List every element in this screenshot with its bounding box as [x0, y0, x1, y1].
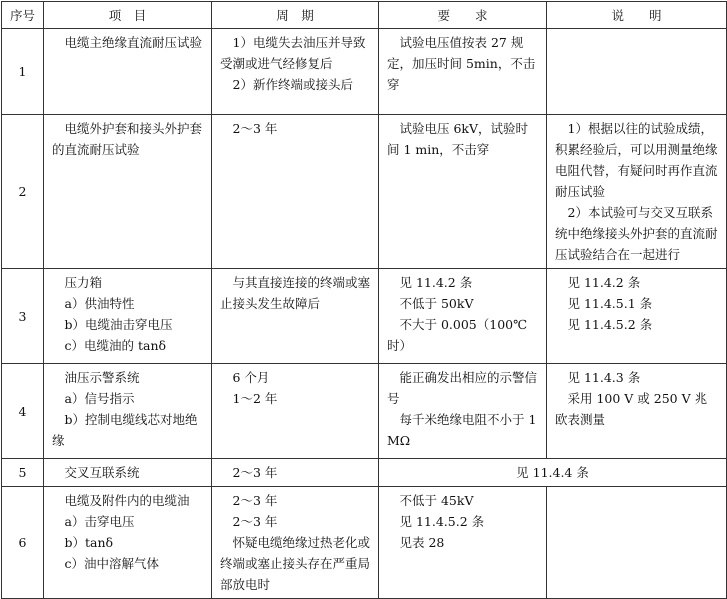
period-text: 2～3 年: [232, 465, 278, 480]
period-cell: [212, 115, 379, 269]
note-text: 见 11.4.5.2 条: [567, 317, 653, 332]
note-cell: [547, 487, 727, 599]
header-item: 项 目: [44, 2, 212, 29]
item-text: 交叉互联系统: [64, 465, 140, 480]
requirement-text: 能正确发出相应的示警信号: [387, 370, 538, 406]
note-text: 2）本试验可与交叉互联系统中绝缘接头外护套的直流耐压试验结合在一起进行: [555, 205, 718, 262]
item-text: 压力箱: [64, 275, 103, 290]
requirement-cell: [379, 269, 547, 364]
item-cell: [44, 487, 212, 599]
item-cell: [44, 364, 212, 459]
item-cell: [44, 29, 212, 115]
period-text: 2～3 年: [232, 121, 278, 136]
requirement-text: 不低于 50kV: [399, 296, 474, 311]
item-cell: [44, 269, 212, 364]
period-cell: [212, 29, 379, 115]
note-cell: [547, 364, 727, 459]
requirement-text: 不大于 0.005（100℃时）: [387, 317, 528, 353]
requirement-cell: [379, 364, 547, 459]
item-text: c）电缆油的 tanδ: [64, 338, 167, 353]
row-number: 3: [2, 269, 44, 364]
requirement-text: 每千米绝缘电阻不小于 1 MΩ: [387, 412, 537, 448]
header-period: 周 期: [212, 2, 379, 29]
table-row: [2, 459, 727, 487]
item-text: b）控制电缆线芯对地绝缘: [52, 412, 198, 448]
note-cell: [547, 29, 727, 115]
item-text: 电缆主绝缘直流耐压试验: [64, 35, 203, 50]
requirement-text: 见表 28: [399, 535, 445, 550]
period-cell: [212, 364, 379, 459]
header-no: 序号: [2, 2, 44, 29]
requirement-text: 见 11.4.5.2 条: [399, 514, 485, 529]
period-text: 2～3 年: [232, 514, 278, 529]
period-text: 1）电缆失去油压并导致受潮或进气经修复后: [220, 35, 366, 71]
item-cell: [44, 115, 212, 269]
note-text: 采用 100 V 或 250 V 兆欧表测量: [555, 391, 708, 427]
period-cell: [212, 459, 379, 487]
requirement-cell: [379, 487, 547, 599]
item-cell: [44, 459, 212, 487]
item-text: a）击穿电压: [64, 514, 135, 529]
period-text: 怀疑电缆绝缘过热老化或终端或塞止接头存在严重局部放电时: [220, 535, 371, 592]
note-text: 见 11.4.3 条: [567, 370, 641, 385]
note-cell: [547, 269, 727, 364]
note-text: 1）根据以往的试验成绩，积累经验后，可以用测量绝缘电阻代替，有疑问时再作直流耐压试验: [555, 121, 718, 199]
header-row: [2, 2, 727, 29]
item-text: 电缆及附件内的电缆油: [64, 493, 190, 508]
item-text: 电缆外护套和接头外护套的直流耐压试验: [52, 121, 203, 157]
requirement-text: 试验电压 6kV，试验时间 1 min，不击穿: [387, 121, 529, 157]
item-text: a）信号指示: [64, 391, 135, 406]
period-text: 1～2 年: [232, 391, 278, 406]
item-text: b）电缆油击穿电压: [64, 317, 173, 332]
maintenance-test-table: [1, 1, 727, 599]
requirement-text: 不低于 45kV: [399, 493, 474, 508]
row-number: 5: [2, 459, 44, 487]
period-text: 2）新作终端或接头后: [232, 77, 353, 92]
requirement-cell: [379, 115, 547, 269]
note-text: 见 11.4.5.1 条: [567, 296, 653, 311]
header-note: 说 明: [547, 2, 727, 29]
header-requirement: 要 求: [379, 2, 547, 29]
period-cell: [212, 487, 379, 599]
merged-requirement-note-cell: 见 11.4.4 条: [379, 459, 727, 487]
row-number: 6: [2, 487, 44, 599]
item-text: c）油中溶解气体: [64, 556, 160, 571]
table-row: [2, 269, 727, 364]
note-text: 见 11.4.2 条: [567, 275, 641, 290]
requirement-cell: [379, 29, 547, 115]
item-text: 油压示警系统: [64, 370, 140, 385]
item-text: b）tanδ: [64, 535, 114, 550]
period-cell: [212, 269, 379, 364]
table-row: [2, 29, 727, 115]
row-number: 1: [2, 29, 44, 115]
period-text: 6 个月: [232, 370, 270, 385]
table-row: [2, 115, 727, 269]
requirement-text: 见 11.4.2 条: [399, 275, 473, 290]
note-cell: [547, 115, 727, 269]
period-text: 2～3 年: [232, 493, 278, 508]
item-text: a）供油特性: [64, 296, 135, 311]
row-number: 4: [2, 364, 44, 459]
period-text: 与其直接连接的终端或塞止接头发生故障后: [220, 275, 371, 311]
table-row: [2, 364, 727, 459]
requirement-text: 试验电压值按表 27 规定，加压时间 5min，不击穿: [387, 35, 536, 92]
row-number: 2: [2, 115, 44, 269]
table-row: [2, 487, 727, 599]
